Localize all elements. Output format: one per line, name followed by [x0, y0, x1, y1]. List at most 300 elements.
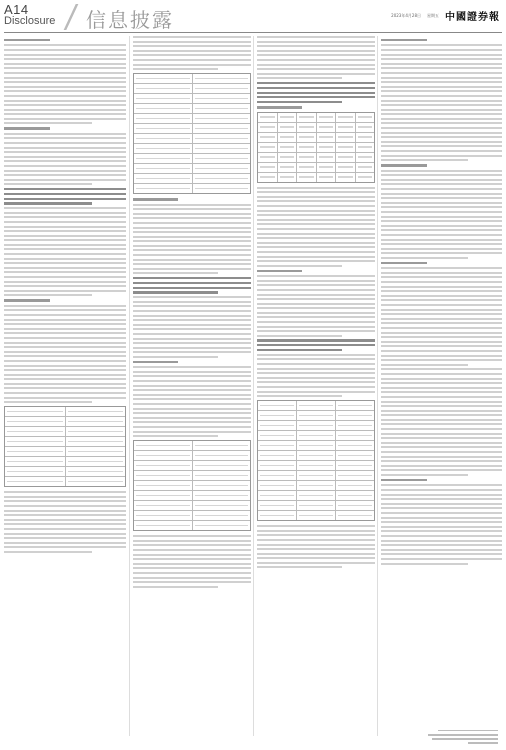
text-line: [381, 127, 502, 129]
table-cell: [258, 431, 297, 440]
text-line: [381, 355, 502, 357]
text-line: [381, 345, 502, 347]
table-cell: [5, 467, 66, 476]
text-line: [257, 210, 375, 212]
section-heading: [4, 39, 50, 41]
text-line: [257, 64, 375, 66]
table-cell: [134, 174, 193, 183]
table-cell: [134, 491, 193, 500]
table-cell: [297, 173, 317, 182]
table-cell: [66, 417, 126, 426]
table-cell: [134, 114, 193, 123]
text-line: [381, 100, 502, 102]
text-line: [4, 533, 126, 535]
text-line: [381, 77, 502, 79]
text-line: [257, 330, 375, 332]
header-rule: [4, 32, 502, 33]
text-line: [257, 246, 375, 248]
table-cell: [258, 133, 278, 142]
text-line: [133, 315, 251, 317]
table-cell: [258, 501, 297, 510]
data-table: [4, 406, 126, 487]
table-row: [258, 481, 374, 491]
text-line: [381, 494, 502, 496]
text-line: [257, 386, 375, 388]
text-line: [133, 249, 251, 251]
table-cell: [5, 407, 66, 416]
text-line: [257, 562, 375, 564]
table-cell: [258, 401, 297, 410]
text-line: [257, 196, 375, 198]
text-line: [381, 159, 468, 161]
text-line: [257, 265, 342, 267]
text-line: [4, 537, 126, 539]
text-line: [257, 242, 375, 244]
text-line: [381, 498, 502, 500]
text-line: [381, 423, 502, 425]
text-line: [133, 544, 251, 546]
table-cell: [134, 451, 193, 460]
text-line: [133, 385, 251, 387]
text-line: [381, 507, 502, 509]
table-cell: [297, 441, 336, 450]
text-line: [4, 90, 126, 92]
text-line: [257, 219, 375, 221]
text-line: [257, 82, 375, 84]
table-cell: [66, 477, 126, 486]
text-line: [4, 528, 126, 530]
table-cell: [134, 511, 193, 520]
text-line: [381, 54, 502, 56]
table-cell: [193, 461, 251, 470]
table-row: [258, 411, 374, 421]
text-line: [133, 287, 251, 289]
table-cell: [297, 133, 317, 142]
text-line: [257, 298, 375, 300]
table-cell: [297, 471, 336, 480]
table-cell: [193, 471, 251, 480]
table-row: [134, 164, 250, 174]
text-line: [133, 581, 251, 583]
text-line: [133, 310, 251, 312]
text-line: [133, 263, 251, 265]
text-line: [381, 428, 502, 430]
text-line: [4, 63, 126, 65]
section-heading: [257, 106, 302, 108]
text-line: [4, 198, 126, 200]
text-line: [133, 319, 251, 321]
table-cell: [278, 143, 298, 152]
text-line: [4, 392, 126, 394]
table-cell: [336, 461, 374, 470]
table-row: [134, 441, 250, 451]
table-cell: [356, 143, 375, 152]
table-row: [5, 427, 125, 437]
text-line: [381, 276, 502, 278]
text-line: [257, 557, 375, 559]
text-line: [257, 223, 375, 225]
table-cell: [134, 124, 193, 133]
table-cell: [336, 113, 356, 122]
text-line: [4, 100, 126, 102]
text-line: [133, 54, 251, 56]
text-line: [381, 484, 502, 486]
issue-weekday: 星期五: [427, 12, 439, 18]
table-cell: [66, 467, 126, 476]
text-line: [257, 284, 375, 286]
table-cell: [258, 441, 297, 450]
text-line: [381, 535, 502, 537]
text-line: [257, 214, 375, 216]
text-line: [133, 554, 251, 556]
text-line: [381, 136, 502, 138]
text-line: [381, 378, 502, 380]
text-line: [4, 183, 92, 185]
text-line: [4, 202, 92, 204]
text-line: [4, 133, 126, 135]
table-row: [258, 401, 374, 411]
text-line: [133, 431, 251, 433]
text-line: [257, 45, 375, 47]
text-line: [381, 295, 502, 297]
issue-date: 2023年4月28日: [391, 12, 421, 18]
section-heading: [381, 262, 427, 264]
text-line: [133, 305, 251, 307]
table-cell: [134, 481, 193, 490]
text-line: [4, 514, 126, 516]
text-line: [381, 113, 502, 115]
table-cell: [317, 133, 337, 142]
table-cell: [134, 104, 193, 113]
table-cell: [336, 501, 374, 510]
text-line: [381, 442, 502, 444]
table-row: [134, 471, 250, 481]
text-line: [381, 526, 502, 528]
text-line: [4, 44, 126, 46]
text-line: [381, 489, 502, 491]
text-line: [381, 313, 502, 315]
text-line: [133, 36, 251, 38]
text-line: [381, 257, 468, 259]
table-cell: [134, 441, 193, 450]
text-line: [381, 336, 502, 338]
text-line: [257, 381, 375, 383]
text-line: [4, 369, 126, 371]
text-line: [4, 253, 126, 255]
text-line: [381, 433, 502, 435]
table-row: [134, 154, 250, 164]
text-line: [257, 539, 375, 541]
table-row: [134, 104, 250, 114]
text-line: [381, 150, 502, 152]
text-line: [257, 534, 375, 536]
table-cell: [297, 153, 317, 162]
table-cell: [193, 144, 251, 153]
text-line: [257, 251, 375, 253]
table-row: [134, 491, 250, 501]
text-line: [4, 151, 126, 153]
text-line: [4, 193, 126, 195]
text-line: [381, 382, 502, 384]
table-cell: [356, 153, 375, 162]
text-line: [257, 256, 375, 258]
text-line: [4, 332, 126, 334]
table-cell: [193, 84, 251, 93]
text-line: [133, 347, 251, 349]
text-line: [381, 81, 502, 83]
table-cell: [193, 134, 251, 143]
text-line: [133, 254, 251, 256]
text-line: [381, 109, 502, 111]
text-line: [4, 519, 126, 521]
section-heading: [133, 361, 178, 363]
table-row: [134, 144, 250, 154]
text-line: [133, 59, 251, 61]
table-cell: [317, 173, 337, 182]
data-table: [133, 73, 251, 194]
text-line: [133, 68, 218, 70]
text-line: [381, 290, 502, 292]
text-line: [257, 92, 375, 94]
text-line: [381, 318, 502, 320]
section-heading: [4, 127, 50, 129]
text-line: [381, 341, 502, 343]
text-line: [381, 248, 502, 250]
text-line: [381, 359, 502, 361]
text-line: [133, 577, 251, 579]
text-line: [4, 248, 126, 250]
text-line: [4, 207, 126, 209]
text-line: [257, 368, 375, 370]
text-line: [133, 296, 251, 298]
text-line: [257, 553, 375, 555]
text-line: [4, 267, 126, 269]
text-line: [4, 378, 126, 380]
text-line: [4, 235, 126, 237]
table-cell: [297, 421, 336, 430]
table-cell: [356, 173, 375, 182]
text-line: [4, 276, 126, 278]
text-column-3: [257, 36, 375, 736]
text-line: [381, 401, 502, 403]
text-line: [133, 217, 251, 219]
table-cell: [5, 447, 66, 456]
table-cell: [297, 411, 336, 420]
text-line: [4, 170, 126, 172]
table-cell: [258, 173, 278, 182]
table-cell: [193, 451, 251, 460]
table-cell: [66, 437, 126, 446]
table-cell: [193, 114, 251, 123]
table-cell: [278, 123, 298, 132]
text-line: [4, 212, 126, 214]
text-line: [381, 197, 502, 199]
text-line: [4, 58, 126, 60]
text-line: [133, 342, 251, 344]
text-line: [257, 41, 375, 43]
text-line: [381, 95, 502, 97]
text-line: [381, 216, 502, 218]
text-line: [133, 426, 251, 428]
text-line: [133, 64, 251, 66]
table-cell: [336, 133, 356, 142]
text-line: [381, 67, 502, 69]
table-cell: [134, 144, 193, 153]
column-divider: [129, 36, 130, 736]
text-line: [4, 188, 126, 190]
text-line: [4, 226, 126, 228]
table-cell: [297, 511, 336, 520]
section-title-en: Disclosure: [4, 15, 56, 27]
table-cell: [278, 133, 298, 142]
text-line: [4, 328, 126, 330]
text-line: [381, 202, 502, 204]
table-row: [258, 153, 374, 163]
table-cell: [193, 174, 251, 183]
text-line: [4, 54, 126, 56]
text-line: [133, 567, 251, 569]
text-line: [4, 510, 126, 512]
table-row: [258, 173, 374, 182]
table-cell: [193, 491, 251, 500]
table-cell: [297, 481, 336, 490]
text-line: [133, 222, 251, 224]
table-row: [134, 84, 250, 94]
text-line: [257, 344, 375, 346]
text-line: [133, 328, 251, 330]
text-line: [4, 496, 126, 498]
text-line: [133, 204, 251, 206]
text-line: [4, 542, 126, 544]
section-heading: [381, 164, 427, 166]
text-line: [257, 303, 375, 305]
text-line: [257, 59, 375, 61]
text-line: [257, 187, 375, 189]
table-row: [258, 163, 374, 173]
table-cell: [134, 154, 193, 163]
text-line: [381, 373, 502, 375]
table-row: [258, 133, 374, 143]
text-line: [4, 281, 126, 283]
text-line: [381, 304, 502, 306]
text-line: [381, 563, 468, 565]
text-line: [381, 419, 502, 421]
text-line: [381, 503, 502, 505]
text-line: [4, 216, 126, 218]
text-line: [257, 530, 375, 532]
table-cell: [336, 411, 374, 420]
text-line: [257, 326, 375, 328]
text-line: [257, 205, 375, 207]
table-row: [5, 437, 125, 447]
text-line: [257, 566, 342, 568]
text-line: [4, 160, 126, 162]
table-cell: [278, 153, 298, 162]
section-heading: [4, 299, 50, 301]
table-cell: [356, 133, 375, 142]
table-row: [134, 174, 250, 184]
divider-slash: [58, 4, 84, 30]
table-cell: [278, 113, 298, 122]
table-row: [258, 451, 374, 461]
text-line: [381, 174, 502, 176]
table-cell: [336, 441, 374, 450]
table-cell: [193, 124, 251, 133]
text-line: [257, 391, 375, 393]
text-line: [381, 122, 502, 124]
text-line: [4, 383, 126, 385]
table-row: [134, 451, 250, 461]
text-line: [381, 368, 502, 370]
text-line: [4, 86, 126, 88]
text-line: [381, 553, 502, 555]
text-line: [381, 188, 502, 190]
text-line: [4, 104, 126, 106]
text-line: [4, 258, 126, 260]
table-cell: [193, 184, 251, 193]
text-line: [257, 307, 375, 309]
text-line: [381, 517, 502, 519]
column-divider: [253, 36, 254, 736]
text-line: [4, 309, 126, 311]
text-line: [257, 548, 375, 550]
table-row: [258, 471, 374, 481]
text-column-4: [381, 36, 502, 736]
text-line: [381, 179, 502, 181]
table-cell: [297, 143, 317, 152]
text-line: [133, 398, 251, 400]
text-line: [133, 41, 251, 43]
table-cell: [336, 123, 356, 132]
table-cell: [336, 143, 356, 152]
page-number: A14: [4, 2, 29, 17]
text-line: [381, 530, 502, 532]
text-line: [133, 240, 251, 242]
table-cell: [134, 471, 193, 480]
table-cell: [317, 153, 337, 162]
table-cell: [134, 164, 193, 173]
text-line: [381, 465, 502, 467]
text-line: [133, 403, 251, 405]
text-line: [133, 333, 251, 335]
text-line: [133, 412, 251, 414]
table-cell: [258, 411, 297, 420]
table-cell: [5, 477, 66, 486]
text-line: [4, 174, 126, 176]
text-line: [4, 95, 126, 97]
text-line: [381, 299, 502, 301]
text-line: [133, 282, 251, 284]
text-line: [4, 122, 92, 124]
text-line: [133, 549, 251, 551]
text-line: [381, 327, 502, 329]
text-line: [381, 544, 502, 546]
text-line: [133, 45, 251, 47]
table-cell: [66, 457, 126, 466]
text-line: [4, 221, 126, 223]
text-line: [133, 371, 251, 373]
text-line: [381, 267, 502, 269]
table-cell: [258, 491, 297, 500]
table-row: [134, 74, 250, 84]
table-cell: [193, 441, 251, 450]
text-line: [257, 280, 375, 282]
text-line: [133, 389, 251, 391]
text-line: [133, 375, 251, 377]
text-line: [381, 558, 502, 560]
text-line: [133, 236, 251, 238]
section-heading: [381, 39, 427, 41]
